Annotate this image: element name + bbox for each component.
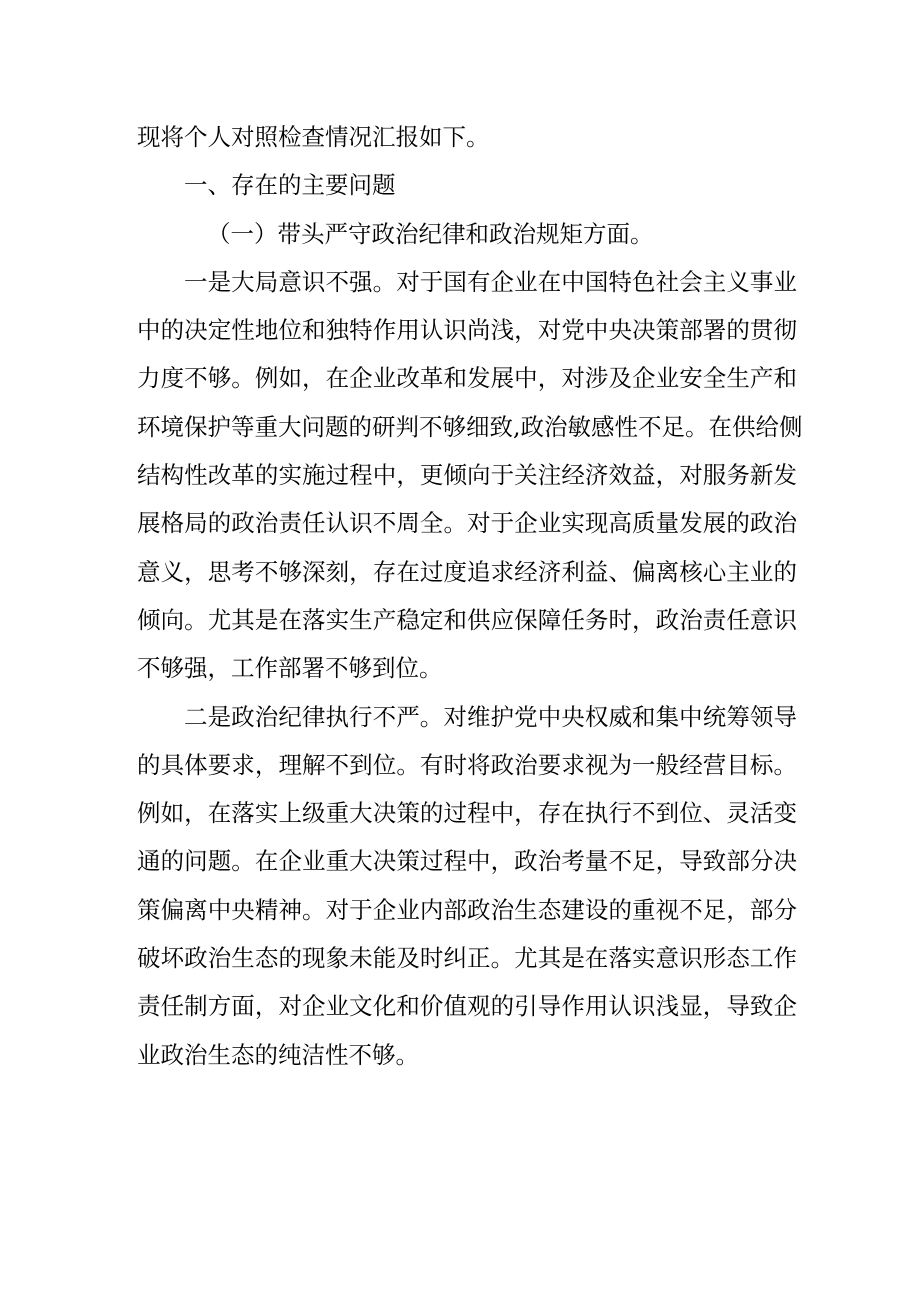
paragraph-line: 的具体要求，理解不到位。有时将政治要求视为一般经营目标。 — [137, 750, 797, 779]
section-heading: 一、存在的主要问题 — [184, 171, 396, 200]
document-body — [137, 113, 803, 1079]
intro-line: 现将个人对照检查情况汇报如下。 — [137, 123, 490, 151]
paragraph-line: 意义，思考不够深刻，存在过度追求经济利益、偏离核心主业的 — [137, 557, 797, 586]
paragraph-line: 一是大局意识不强。对于国有企业在中国特色社会主义事业 — [184, 267, 797, 296]
paragraph-line: 中的决定性地位和独特作用认识尚浅，对党中央决策部署的贯彻 — [137, 316, 797, 345]
subsection-heading: （一）带头严守政治纪律和政治规矩方面。 — [207, 219, 654, 248]
paragraph-line: 环境保护等重大问题的研判不够细致,政治敏感性不足。在供给侧 — [137, 412, 803, 441]
paragraph-line: 责任制方面，对企业文化和价值观的引导作用认识浅显，导致企 — [137, 992, 797, 1021]
paragraph-big-picture-awareness — [137, 258, 803, 693]
paragraph-line: 例如，在落实上级重大决策的过程中，存在执行不到位、灵活变 — [137, 799, 797, 828]
paragraph-line: 二是政治纪律执行不严。对维护党中央权威和集中统筹领导 — [184, 702, 797, 731]
paragraph-line: 力度不够。例如，在企业改革和发展中，对涉及企业安全生产和 — [137, 364, 797, 393]
paragraph-line: 业政治生态的纯洁性不够。 — [137, 1040, 419, 1069]
paragraph-line: 破坏政治生态的现象未能及时纠正。尤其是在落实意识形态工作 — [137, 944, 797, 973]
paragraph-line: 倾向。尤其是在落实生产稳定和供应保障任务时，政治责任意识 — [137, 605, 797, 634]
paragraph-line: 展格局的政治责任认识不周全。对于企业实现高质量发展的政治 — [137, 509, 797, 538]
paragraph-political-discipline — [137, 693, 797, 1079]
paragraph-line: 结构性改革的实施过程中，更倾向于关注经济效益，对服务新发 — [137, 461, 797, 490]
paragraph-line: 通的问题。在企业重大决策过程中，政治考量不足，导致部分决 — [137, 847, 797, 876]
paragraph-line: 不够强，工作部署不够到位。 — [137, 654, 443, 683]
paragraph-line: 策偏离中央精神。对于企业内部政治生态建设的重视不足，部分 — [137, 895, 797, 924]
